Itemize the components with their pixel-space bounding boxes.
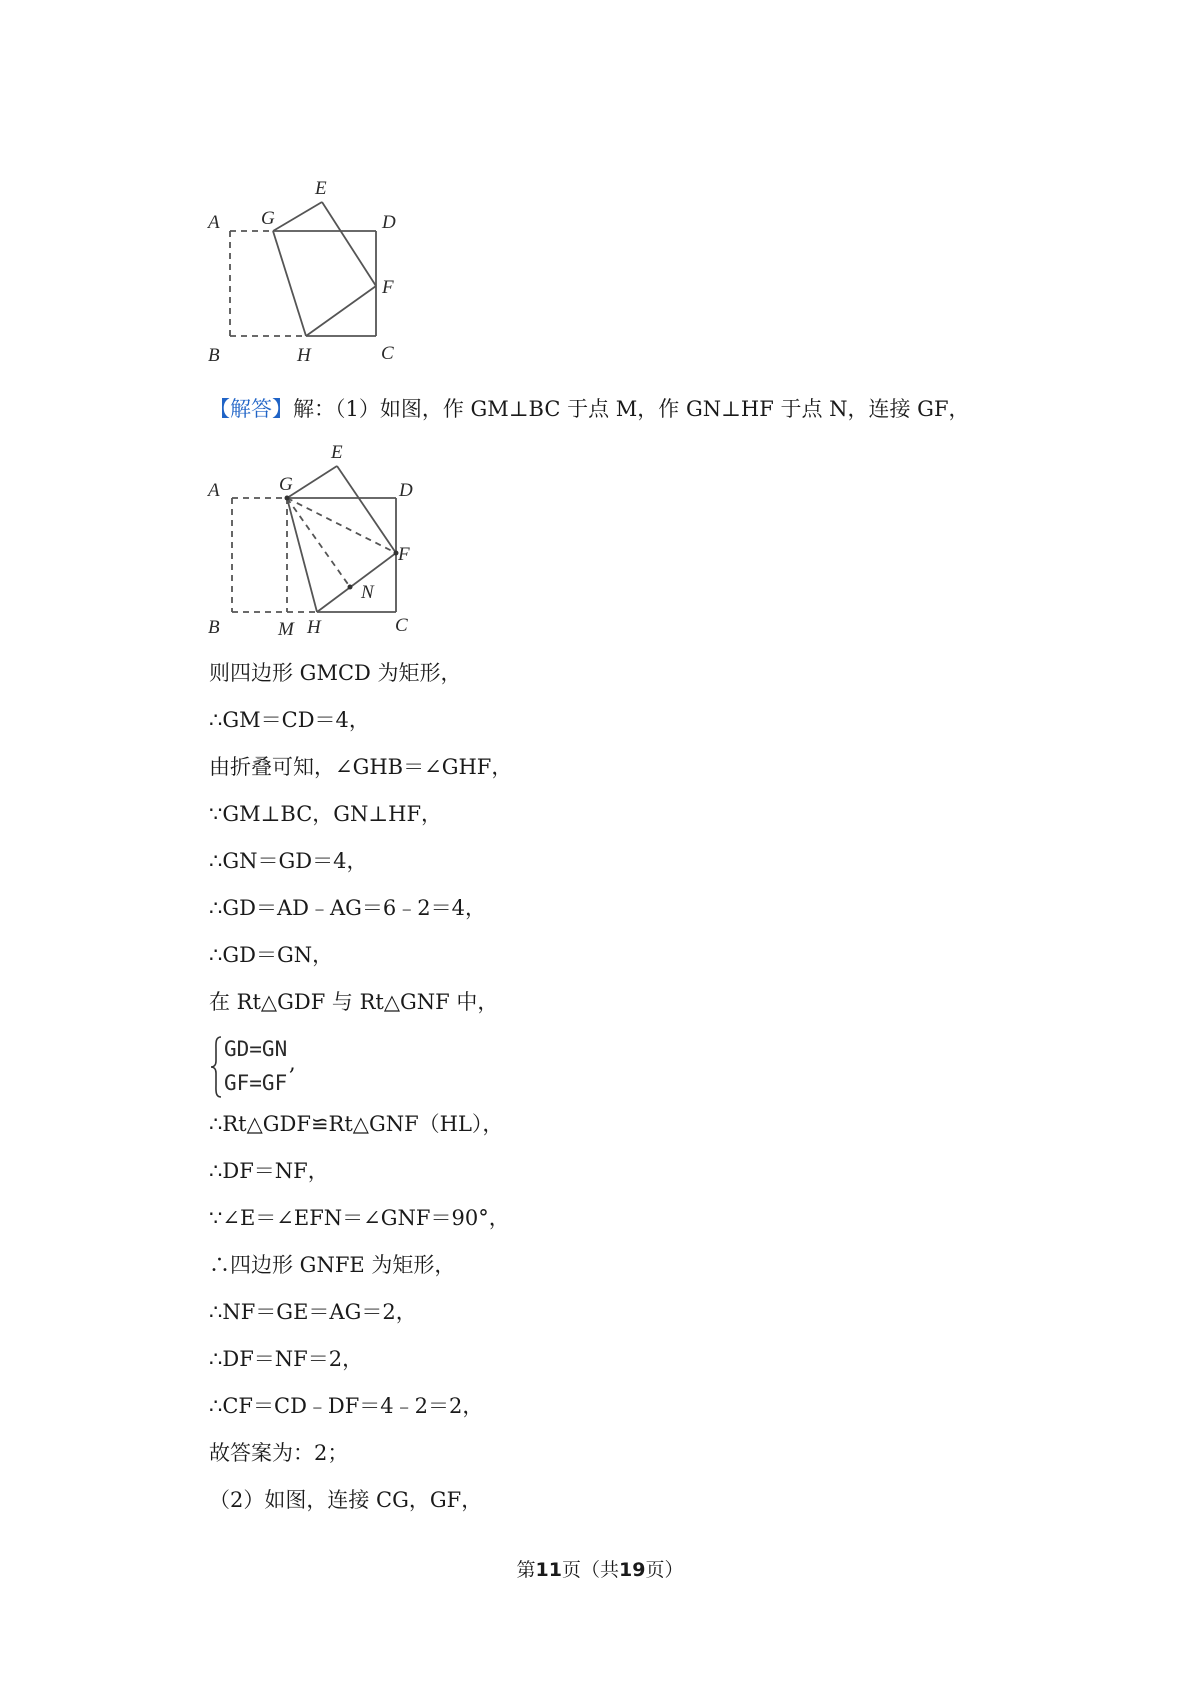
solution-line: ∵GM⊥BC，GN⊥HF，	[209, 802, 443, 826]
segment-fh	[317, 553, 396, 612]
segment-ge	[287, 466, 337, 498]
label-f: F	[382, 277, 394, 298]
solution-line: ∴四边形 GNFE 为矩形，	[209, 1253, 456, 1277]
equation-row-1: GD=GN	[224, 1037, 288, 1061]
label-n: N	[361, 582, 374, 603]
page-footer	[0, 1557, 1200, 1583]
solution-line: 则四边形 GMCD 为矩形，	[209, 661, 462, 685]
segment-gn-dashed	[287, 498, 350, 587]
segment-ef	[322, 202, 376, 286]
label-a: A	[208, 480, 220, 501]
segment-ef	[337, 466, 396, 553]
label-m: M	[278, 619, 294, 640]
equation-row-2: GF=GF	[224, 1071, 288, 1095]
segment-hg	[287, 498, 317, 612]
solution-line: ∵∠E＝∠EFN＝∠GNF＝90°，	[209, 1206, 510, 1230]
solution-tag: 【解答】	[209, 397, 293, 421]
solution-intro-line	[209, 394, 970, 424]
footer-prefix: 第	[516, 1559, 536, 1581]
label-h: H	[297, 345, 311, 366]
solution-line: （2）如图，连接 CG，GF，	[209, 1488, 483, 1512]
label-a: A	[208, 212, 220, 233]
solution-line: ∴GD＝AD﹣AG＝6﹣2＝4，	[209, 896, 486, 920]
label-d: D	[399, 480, 413, 501]
point-g	[285, 496, 290, 501]
segment-gf-dashed	[287, 498, 396, 553]
figure-1	[205, 168, 425, 368]
solution-line: 故答案为：2；	[209, 1441, 349, 1465]
label-h: H	[307, 617, 321, 638]
left-brace-icon	[209, 1036, 223, 1098]
label-b: B	[208, 345, 220, 366]
label-b: B	[208, 617, 220, 638]
solution-line: ∴GM＝CD＝4，	[209, 708, 370, 732]
solution-intro: 解：（1）如图，作 GM⊥BC 于点 M，作 GN⊥HF 于点 N，连接 GF，	[293, 397, 970, 421]
label-c: C	[395, 615, 408, 636]
label-e: E	[315, 178, 327, 199]
solution-line: 由折叠可知，∠GHB＝∠GHF，	[209, 755, 513, 779]
solution-line: ∴CF＝CD﹣DF＝4﹣2＝2，	[209, 1394, 484, 1418]
solution-line: ∴DF＝NF＝2，	[209, 1347, 364, 1371]
solution-line: 在 Rt△GDF 与 Rt△GNF 中，	[209, 990, 499, 1014]
footer-page-number: 11	[535, 1559, 562, 1581]
label-f: F	[398, 544, 410, 565]
figure-1-svg	[205, 168, 425, 368]
solution-line: ∴NF＝GE＝AG＝2，	[209, 1300, 417, 1324]
solution-line: ∴DF＝NF，	[209, 1159, 329, 1183]
solution-line: ∴GN＝GD＝4，	[209, 849, 368, 873]
point-n	[348, 585, 353, 590]
figure-2-svg	[205, 440, 425, 640]
label-g: G	[279, 474, 293, 495]
segment-hg	[273, 231, 306, 336]
label-g: G	[261, 208, 275, 229]
segment-ge	[273, 202, 322, 231]
equation-comma: ,	[289, 1051, 296, 1075]
label-c: C	[381, 343, 394, 364]
footer-mid: 页（共	[561, 1559, 619, 1581]
label-d: D	[382, 212, 396, 233]
footer-suffix: 页）	[645, 1559, 684, 1581]
footer-total-pages: 19	[619, 1559, 646, 1581]
segment-fh	[306, 286, 376, 336]
label-e: E	[331, 442, 343, 463]
figure-2	[205, 440, 425, 640]
solution-line: ∴Rt△GDF≌Rt△GNF（HL），	[209, 1112, 504, 1136]
solution-line: ∴GD＝GN，	[209, 943, 334, 967]
